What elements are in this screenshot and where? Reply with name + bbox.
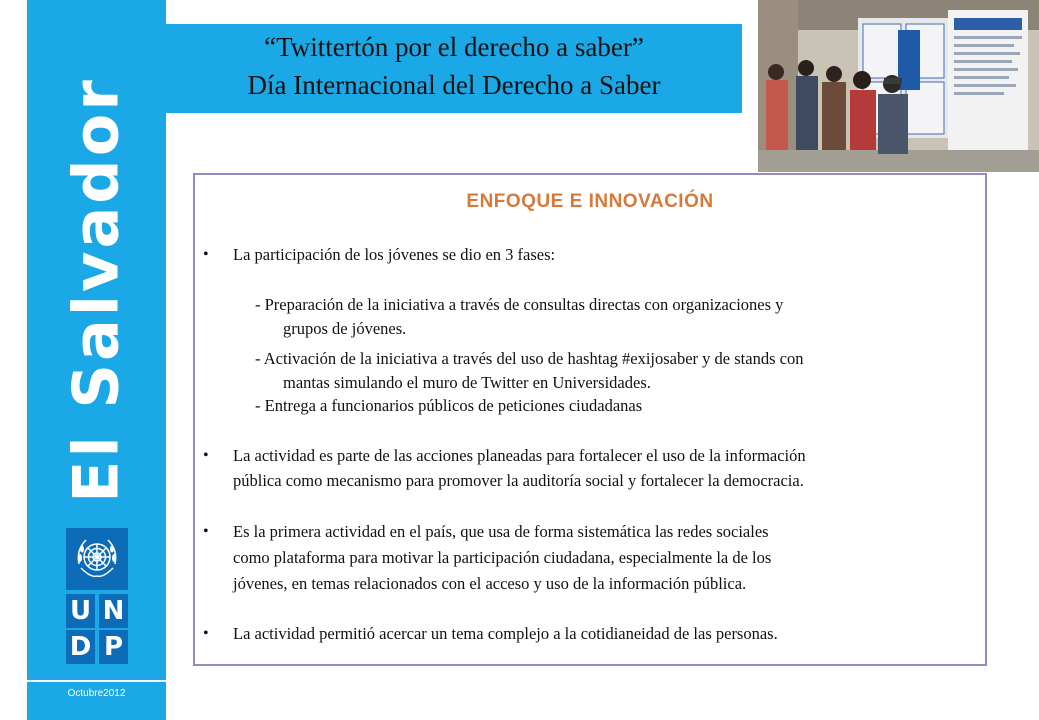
bullet-activity-cont: pública como mecanismo para promover la auditoría social y fortalecer la democracia.	[233, 471, 804, 490]
undp-letter-d: D	[66, 630, 95, 664]
content-panel	[193, 173, 987, 666]
phase-delivery: - Entrega a funcionarios públicos de peticiones ciudadanas	[255, 396, 643, 415]
date-label: Octubre2012	[27, 680, 166, 706]
undp-letter-n: N	[99, 594, 128, 628]
event-photo	[758, 0, 1039, 172]
phase-preparation-cont: grupos de jóvenes.	[283, 319, 407, 338]
undp-letter-p: P	[99, 630, 128, 664]
undp-letter-u: U	[66, 594, 95, 628]
bullet-dot: •	[203, 447, 209, 464]
panel-title: ENFOQUE E INNOVACIÓN	[466, 191, 714, 212]
bullet-phases: La participación de los jóvenes se dio en 3 fases:	[233, 245, 556, 264]
phase-activation: - Activación de la iniciativa a través del uso de hashtag #exijosaber y de stands con	[255, 349, 804, 368]
bullet-dot: •	[203, 246, 209, 263]
bullet-dot: •	[203, 625, 209, 642]
bullet-closing: La actividad permitió acercar un tema complejo a la cotidianeidad de las personas.	[233, 624, 778, 643]
bullet-dot: •	[203, 523, 209, 540]
header-banner	[166, 24, 742, 113]
country-title-text: El Salvador	[59, 77, 133, 503]
header-title: “Twittertón por el derecho a saber”	[264, 32, 644, 62]
un-emblem-icon	[66, 528, 128, 590]
bullet-first: Es la primera actividad en el país, que usa de forma sistemática las redes sociales	[233, 522, 769, 541]
bullet-first-cont1: como plataforma para motivar la participación ciudadana, especialmente la de los	[233, 548, 772, 567]
bullet-first-cont2: jóvenes, en temas relacionados con el acceso y uso de la información pública.	[233, 574, 747, 593]
undp-logo	[66, 528, 128, 664]
phase-activation-cont: mantas simulando el muro de Twitter en Universidades.	[283, 373, 651, 392]
phase-preparation: - Preparación de la iniciativa a través de consultas directas con organizaciones y	[255, 295, 784, 314]
bullet-activity: La actividad es parte de las acciones planeadas para fortalecer el uso de la información	[233, 446, 806, 465]
header-subtitle: Día Internacional del Derecho a Saber	[247, 70, 661, 100]
